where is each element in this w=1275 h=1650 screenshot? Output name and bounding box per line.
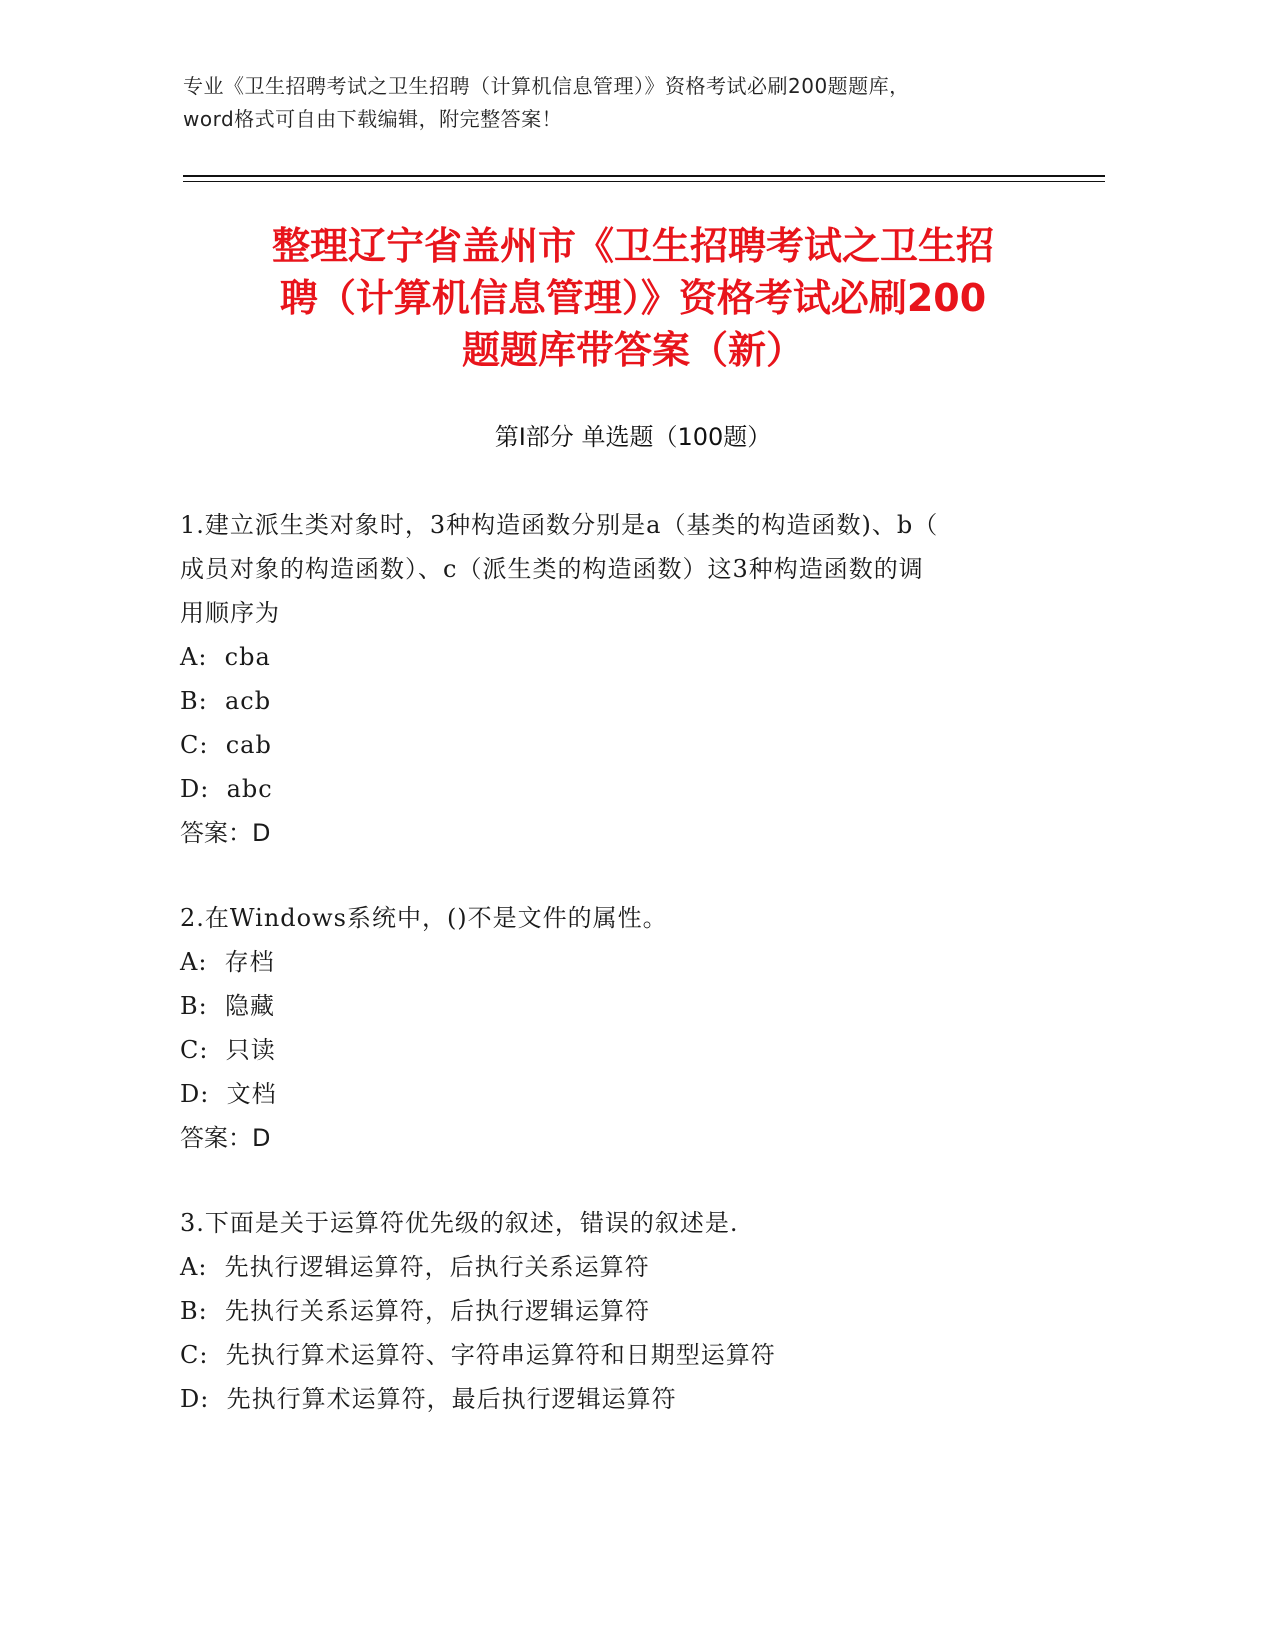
question-3-option-b: B: 先执行关系运算符，后执行逻辑运算符 bbox=[180, 1297, 650, 1325]
header-note bbox=[183, 70, 1083, 136]
question-1-option-c: C: cab bbox=[180, 731, 272, 759]
question-2-stem bbox=[180, 896, 1040, 940]
question-2 bbox=[180, 896, 1040, 1160]
header-note-line-2: word格式可自由下载编辑，附完整答案！ bbox=[183, 107, 563, 131]
document-title bbox=[183, 220, 1083, 376]
question-stem-line: 3.下面是关于运算符优先级的叙述，错误的叙述是. bbox=[180, 1209, 739, 1237]
question-2-option-b: B: 隐藏 bbox=[180, 992, 275, 1020]
question-2-option-a: A: 存档 bbox=[180, 948, 275, 976]
question-3-option-a: A: 先执行逻辑运算符，后执行关系运算符 bbox=[180, 1253, 650, 1281]
question-3 bbox=[180, 1201, 1040, 1421]
question-1-option-d: D: abc bbox=[180, 775, 273, 803]
document-title-line-3: 题题库带答案（新） bbox=[461, 328, 804, 372]
section-title: 第Ⅰ部分 单选题（100题） bbox=[494, 423, 772, 451]
question-1-answer: 答案：D bbox=[180, 819, 271, 847]
question-1-stem bbox=[180, 503, 1040, 635]
question-1 bbox=[180, 503, 1040, 855]
header-divider-thin bbox=[183, 181, 1105, 182]
question-3-option-c: C: 先执行算术运算符、字符串运算符和日期型运算符 bbox=[180, 1341, 776, 1369]
question-2-option-c: C: 只读 bbox=[180, 1036, 276, 1064]
header-divider-thick bbox=[183, 175, 1105, 177]
document-title-line-1: 整理辽宁省盖州市《卫生招聘考试之卫生招 bbox=[271, 224, 994, 268]
question-stem-line: 1.建立派生类对象时，3种构造函数分别是a（基类的构造函数)、b（ bbox=[180, 511, 939, 539]
question-stem-line: 2.在Windows系统中，()不是文件的属性。 bbox=[180, 904, 668, 932]
header-note-line-1: 专业《卫生招聘考试之卫生招聘（计算机信息管理）》资格考试必刷200题题库， bbox=[183, 74, 910, 98]
question-2-answer: 答案：D bbox=[180, 1124, 271, 1152]
question-3-option-d: D: 先执行算术运算符，最后执行逻辑运算符 bbox=[180, 1385, 677, 1413]
question-stem-line: 用顺序为 bbox=[180, 599, 280, 627]
question-stem-line: 成员对象的构造函数）、c（派生类的构造函数）这3种构造函数的调 bbox=[180, 555, 924, 583]
question-2-option-d: D: 文档 bbox=[180, 1080, 277, 1108]
question-1-option-b: B: acb bbox=[180, 687, 272, 715]
question-1-option-a: A: cba bbox=[180, 643, 271, 671]
document-title-line-2: 聘（计算机信息管理）》资格考试必刷200 bbox=[279, 276, 987, 320]
question-3-stem bbox=[180, 1201, 1040, 1245]
